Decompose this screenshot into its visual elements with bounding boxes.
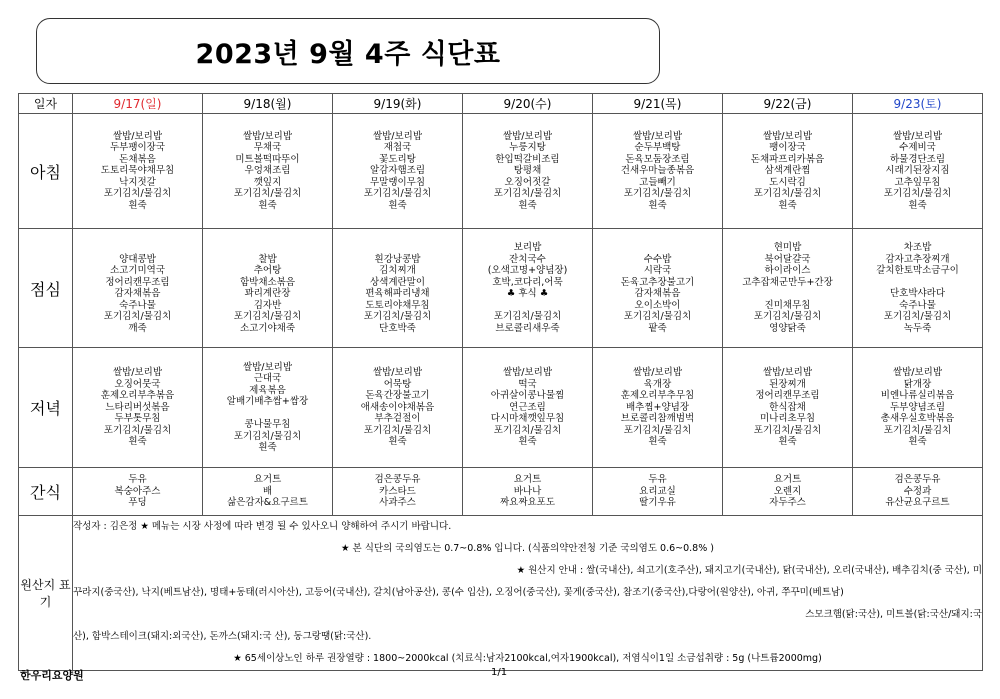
snack-menu-cell [853, 468, 983, 516]
menu-item: 무채국 [253, 142, 282, 154]
day-header-4: 9/21(목) [593, 94, 723, 114]
menu-item: 사과주스 [379, 497, 416, 509]
menu-item: 브로콜리참깨범벅 [620, 413, 695, 425]
menu-item: 진미채무침 [764, 299, 811, 311]
origin-note-line: 작성자 : 김은정 ★ 메뉴는 시장 사정에 따라 변경 될 수 있사오니 양해하여 주시기 바랍니다. [73, 521, 452, 532]
menu-item: 포기김치/물김치 [883, 424, 952, 436]
menu-item: 추어탕 [253, 265, 282, 276]
menu-item: 김치찌개 [379, 265, 416, 276]
menu-item: 알배기배추쌈+쌈장 [226, 396, 309, 407]
day-header-1: 9/18(월) [203, 94, 333, 114]
menu-item: 요리교실 [639, 485, 676, 497]
menu-item: 갈치한토막소금구이 [876, 265, 959, 276]
menu-item: 쌀밥/보리밥 [112, 367, 163, 379]
breakfast-menu-cell [853, 114, 983, 229]
menu-item: 흰죽 [128, 436, 147, 448]
menu-item: 흰죽 [258, 199, 277, 211]
snack-label: 간식 [19, 468, 73, 516]
lunch-menu-cell [333, 229, 463, 348]
day-header-3: 9/20(수) [463, 94, 593, 114]
menu-item: 된장찌개 [769, 378, 806, 390]
menu-item: 다시마채깻잎무침 [490, 413, 565, 425]
menu-item: 양대콩밥 [119, 253, 156, 265]
menu-item: 아귀살이콩나물찜 [490, 390, 565, 402]
menu-item: 자두주스 [769, 497, 806, 509]
menu-item: 부추겉절이 [374, 413, 421, 425]
menu-item: 포기김치/물김치 [103, 311, 172, 322]
menu-item: 두유 [128, 474, 147, 486]
menu-item: 쌀밥/보리밥 [762, 367, 813, 379]
menu-item [723, 288, 852, 300]
menu-item [333, 242, 462, 254]
menu-item: 쌀밥/보리밥 [112, 130, 163, 142]
menu-item [463, 300, 592, 312]
origin-note-line: ★ 65세이상노인 하루 권장열량 : 1800~2000kcal (치료식:남자2100kcal,여자1900kcal), 저염식이1일 소금섭취량 : 5g (나트륨2000mg) [233, 653, 822, 664]
menu-item: 깻잎지 [253, 176, 282, 188]
snack-row [19, 468, 983, 516]
lunch-row [19, 229, 983, 348]
menu-item: 팥죽 [648, 322, 667, 334]
menu-item: 돈채볶음 [119, 153, 156, 165]
menu-item: 애새송이야채볶음 [360, 401, 435, 413]
menu-item: 쌀밥/보리밥 [242, 361, 293, 373]
menu-item: 콩나물무침 [244, 419, 291, 430]
menu-item: 쌀밥/보리밥 [892, 130, 943, 142]
menu-item: (오색고명+양념장) [487, 265, 568, 276]
menu-item: 감자고추장찌개 [885, 253, 950, 265]
menu-item: 검은콩두유 [894, 474, 941, 486]
menu-item: 돈육간장불고기 [365, 390, 430, 402]
menu-item: 유산균요구르트 [885, 497, 950, 509]
menu-item: 흰죽 [778, 199, 797, 211]
menu-item: 육개장 [643, 378, 672, 390]
menu-item: 포기김치/물김치 [103, 188, 172, 200]
menu-item: 오징어뭇국 [114, 378, 161, 390]
breakfast-menu-cell [73, 114, 203, 229]
breakfast-label: 아침 [19, 114, 73, 229]
dinner-menu-cell [203, 348, 333, 468]
breakfast-menu-cell [203, 114, 333, 229]
menu-item: 닭개장 [903, 378, 932, 390]
menu-item: 어묵탕 [383, 378, 412, 390]
menu-item: 수정과 [903, 485, 932, 497]
menu-item: 정어리캔무조림 [105, 276, 170, 288]
menu-item: 훈제오리부추무침 [620, 390, 695, 402]
menu-item: 두유 [648, 474, 667, 486]
menu-item: 소고기미역국 [109, 265, 166, 276]
menu-item: 한입떡갈비조림 [495, 153, 560, 165]
origin-label: 원산지 표기 [19, 516, 73, 671]
menu-item: 팽이장국 [769, 142, 806, 154]
menu-item: 딸기우유 [639, 497, 676, 509]
origin-note-line: 스모크햄(닭:국산), 미트볼(닭:국산/돼지:국 [805, 609, 982, 620]
dinner-menu-cell [593, 348, 723, 468]
menu-item: 숙주나물 [119, 299, 156, 311]
menu-item: 고추잡채군만두+간장 [742, 276, 833, 288]
menu-item: 포기김치/물김치 [233, 188, 302, 200]
menu-item: 느타리버섯볶음 [105, 401, 170, 413]
menu-item: 단호박죽 [379, 322, 416, 334]
menu-item: 한식잡채 [769, 401, 806, 413]
menu-item: 카스타드 [379, 485, 416, 497]
title-box [36, 18, 660, 84]
menu-item [593, 242, 722, 254]
origin-row [19, 516, 983, 671]
snack-menu-cell [723, 468, 853, 516]
menu-item: 꽃도리탕 [379, 153, 416, 165]
snack-menu-cell [73, 468, 203, 516]
menu-item: 알감자햄조림 [369, 165, 426, 177]
menu-item: 쌀밥/보리밥 [892, 367, 943, 379]
menu-item: 포기김치/물김치 [753, 424, 822, 436]
menu-item: 두부톳무침 [114, 413, 161, 425]
menu-item: 포기김치/물김치 [493, 424, 562, 436]
snack-menu-cell [463, 468, 593, 516]
menu-item: 흰죽 [648, 199, 667, 211]
menu-item: 함박채소볶음 [239, 276, 296, 288]
menu-item: 고추잎무침 [894, 176, 941, 188]
menu-item: 제육볶음 [249, 384, 286, 396]
menu-item [203, 242, 332, 254]
menu-item: 흰죽 [388, 199, 407, 211]
menu-item: 쌀밥/보리밥 [372, 367, 423, 379]
menu-item: 연근조림 [509, 401, 546, 413]
menu-item: 소고기야채죽 [239, 322, 296, 334]
menu-item: 고들빼기 [639, 176, 676, 188]
lunch-menu-cell [593, 229, 723, 348]
menu-item: 두부팽이장국 [109, 142, 166, 154]
org-name: 한우리요양원 [20, 669, 84, 682]
breakfast-row [19, 114, 983, 229]
menu-item: 쌀밥/보리밥 [762, 130, 813, 142]
dinner-row [19, 348, 983, 468]
menu-item: 쌀밥/보리밥 [632, 367, 683, 379]
menu-item: 수수밥 [643, 253, 672, 265]
menu-item: 흰죽 [908, 199, 927, 211]
menu-item: 요거트 [773, 474, 802, 486]
menu-item: 쌀밥/보리밥 [502, 367, 553, 379]
menu-item: 오이소박이 [634, 299, 681, 311]
menu-item: 영양닭죽 [769, 322, 806, 334]
menu-item: 녹두죽 [903, 322, 932, 334]
lunch-menu-cell [73, 229, 203, 348]
menu-item: 돈육고추장불고기 [620, 276, 695, 288]
menu-item: 보리밥 [513, 242, 542, 253]
menu-item: 쌀밥/보리밥 [502, 130, 553, 142]
menu-item: 삼색계란찜 [764, 165, 811, 177]
menu-item: 편육해파리냉채 [365, 288, 430, 299]
date-header-label: 일자 [19, 94, 73, 114]
menu-item: 순두부백탕 [634, 142, 681, 154]
menu-item: 누룽지탕 [509, 142, 546, 154]
breakfast-menu-cell [723, 114, 853, 229]
menu-item: 김자반 [253, 299, 282, 311]
menu-item: 흰죽 [128, 199, 147, 211]
menu-item: 포기김치/물김치 [623, 188, 692, 200]
menu-item: 떡국 [518, 378, 537, 390]
menu-table [18, 93, 983, 671]
day-header-2: 9/19(화) [333, 94, 463, 114]
origin-notes [73, 516, 983, 671]
lunch-menu-cell [463, 229, 593, 348]
page-title: 2023년 9월 4주 식단표 [195, 38, 501, 70]
menu-item: 브로콜리새우죽 [495, 322, 560, 334]
breakfast-menu-cell [593, 114, 723, 229]
menu-item: 짜요짜요포도 [499, 497, 556, 509]
menu-item: 흰죽 [518, 199, 537, 211]
menu-item: 깨죽 [128, 322, 147, 334]
menu-item: 탕평채 [513, 165, 542, 177]
menu-item: 도토리야채무침 [365, 299, 430, 311]
menu-item: 요거트 [513, 474, 542, 486]
dinner-label: 저녁 [19, 348, 73, 468]
menu-item [73, 242, 202, 254]
lunch-menu-cell [203, 229, 333, 348]
menu-item: 흰죽 [388, 436, 407, 448]
menu-item: 포기김치/물김치 [103, 424, 172, 436]
snack-menu-cell [203, 468, 333, 516]
dinner-menu-cell [723, 348, 853, 468]
dinner-menu-cell [463, 348, 593, 468]
menu-item: 포기김치/물김치 [363, 188, 432, 200]
menu-item: 포기김치/물김치 [233, 430, 302, 442]
menu-item: 하물경단조림 [889, 153, 946, 165]
menu-item: 포기김치/물김치 [883, 188, 952, 200]
menu-item: 훈제오리부추볶음 [100, 390, 175, 402]
menu-item: 상색계란말이 [369, 276, 426, 288]
menu-item: 흰죽 [648, 436, 667, 448]
menu-item: 쌀밥/보리밥 [372, 130, 423, 142]
snack-menu-cell [593, 468, 723, 516]
origin-note-line: ★ 본 식단의 국의염도는 0.7~0.8% 입니다. (식품의약안전청 기준 국의염도 0.6~0.8% ) [341, 543, 714, 554]
menu-item: 시래기된장지짐 [885, 165, 950, 177]
menu-item: 포기김치/물김치 [753, 311, 822, 322]
menu-item: 돈육모둠장조림 [625, 153, 690, 165]
menu-item: 우엉채조림 [244, 165, 291, 177]
menu-item: 재첩국 [383, 142, 412, 154]
menu-item: 총새우실호박볶음 [880, 413, 955, 425]
menu-item: 단호박샤라다 [889, 288, 946, 299]
menu-item: 도토리묵야채무침 [100, 165, 175, 177]
menu-item: 포기김치/물김치 [233, 311, 302, 322]
menu-item: 배추찜+양념장 [625, 401, 690, 413]
menu-item: 정어리캔무조림 [755, 390, 820, 402]
menu-item: 돈채파프리카볶음 [750, 153, 825, 165]
menu-item: 오렌지 [773, 485, 802, 497]
day-header-6: 9/23(토) [853, 94, 983, 114]
menu-item: 감자채볶음 [114, 288, 161, 299]
dinner-menu-cell [853, 348, 983, 468]
menu-item: 포기김치/물김치 [883, 311, 952, 322]
menu-item: 포기김치/물김치 [493, 311, 562, 322]
menu-item: 숙주나물 [899, 299, 936, 311]
menu-item: 배 [262, 485, 273, 497]
menu-item: 흰죽 [908, 436, 927, 448]
menu-item: 꽈리계란장 [244, 288, 291, 299]
menu-item: 하이라이스 [764, 265, 811, 276]
menu-item: ♣ 후식 ♣ [506, 288, 549, 299]
menu-item: 근대국 [253, 373, 282, 384]
menu-item [853, 277, 982, 289]
menu-item: 미트볼떡따뚜이 [235, 153, 300, 165]
menu-item: 현미밥 [773, 242, 802, 253]
day-header-5: 9/22(금) [723, 94, 853, 114]
menu-item: 흰죽 [258, 442, 277, 453]
menu-item: 복숭아주스 [114, 485, 161, 497]
dinner-menu-cell [333, 348, 463, 468]
menu-item: 두부양념조림 [889, 401, 946, 413]
snack-menu-cell [333, 468, 463, 516]
menu-item: 흰강낭콩밥 [374, 253, 421, 265]
menu-item: 낙지젓갈 [119, 176, 156, 188]
day-header-0: 9/17(일) [73, 94, 203, 114]
menu-item: 흰죽 [778, 436, 797, 448]
menu-item: 포기김치/물김치 [363, 424, 432, 436]
menu-item: 포기김치/물김치 [363, 311, 432, 322]
menu-item: 건새우마늘종볶음 [620, 165, 695, 177]
menu-item: 수제비국 [899, 142, 936, 154]
breakfast-menu-cell [463, 114, 593, 229]
breakfast-menu-cell [333, 114, 463, 229]
lunch-menu-cell [853, 229, 983, 348]
menu-item: 감자채볶음 [634, 288, 681, 299]
menu-item: 흰죽 [518, 436, 537, 448]
menu-item: 북어달걀국 [764, 253, 811, 265]
menu-item: 오징어젓갈 [504, 176, 551, 188]
origin-note-line: 꾸라지(중국산), 낙지(베트남산), 명태+동태(러시아산), 고등어(국내산), 갈치(남아공산), 콩(수 입산), 오징어(중국산), 꽃게(중국산), 참조기(중국산),다랑어(원양산), 아귀, 쭈꾸미(베트남) [73, 587, 844, 598]
page-number: 1/1 [491, 667, 508, 678]
menu-item: 무말랭이무침 [369, 176, 426, 188]
menu-item: 포기김치/물김치 [623, 424, 692, 436]
menu-item: 차조밥 [903, 242, 932, 253]
menu-item: 비엔나류실리볶음 [880, 390, 955, 402]
menu-item: 쌀밥/보리밥 [242, 130, 293, 142]
menu-item: 잔치국수 [509, 253, 546, 265]
dinner-menu-cell [73, 348, 203, 468]
lunch-menu-cell [723, 229, 853, 348]
menu-item: 호박,코다리,어묵 [492, 276, 563, 288]
menu-item [203, 408, 332, 420]
origin-note-line: ★ 원산지 안내 : 쌀(국내산), 쇠고기(호주산), 돼지고기(국내산), 닭(국내산), 오리(국내산), 배추김치(중 국산), 미 [516, 565, 982, 576]
menu-item: 포기김치/물김치 [753, 188, 822, 200]
lunch-label: 점심 [19, 229, 73, 348]
menu-item: 포기김치/물김치 [493, 188, 562, 200]
menu-item: 쌀밥/보리밥 [632, 130, 683, 142]
origin-note-line: 산), 함박스테이크(돼지:외국산), 돈까스(돼지:국 산), 동그랑땡(닭:국산). [73, 631, 372, 642]
menu-item: 찰밥 [258, 253, 277, 265]
menu-item: 도시락김 [769, 176, 806, 188]
menu-item: 바나나 [513, 485, 542, 497]
menu-item: 푸딩 [128, 497, 147, 509]
menu-item: 요거트 [253, 474, 282, 486]
menu-item: 삶은감자&요구르트 [227, 497, 308, 509]
menu-item: 포기김치/물김치 [623, 311, 692, 322]
menu-item: 시락국 [643, 265, 672, 276]
menu-item: 검은콩두유 [374, 474, 421, 486]
menu-item: 미나리초무침 [759, 413, 816, 425]
